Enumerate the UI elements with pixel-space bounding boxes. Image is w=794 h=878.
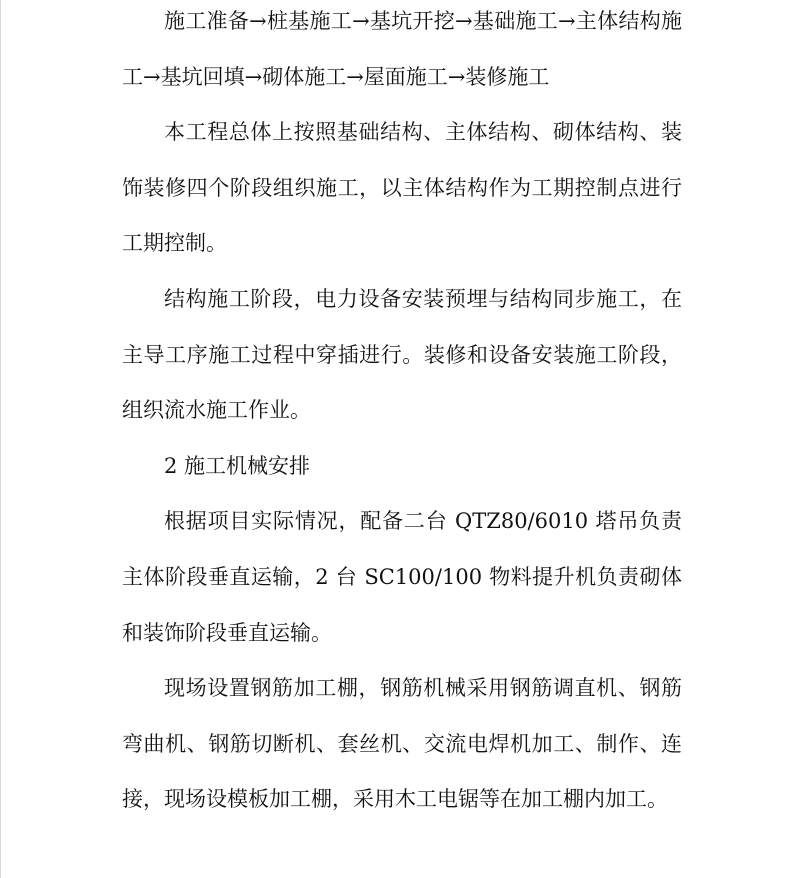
document-body bbox=[122, 0, 682, 828]
page-left-border bbox=[0, 0, 1, 878]
paragraph-construction-sequence: 施工准备→桩基施工→基坑开挖→基础施工→主体结构施工→基坑回填→砌体施工→屋面施工→装修施工 bbox=[122, 9, 682, 89]
section-heading-machinery: 2 施工机械安排 bbox=[164, 453, 311, 478]
paragraph-structure-stage: 结构施工阶段，电力设备安装预埋与结构同步施工，在主导工序施工过程中穿插进行。装修和设备安装施工阶段，组织流水施工作业。 bbox=[122, 286, 682, 423]
paragraph-rebar-workshop: 现场设置钢筋加工棚，钢筋机械采用钢筋调直机、钢筋弯曲机、钢筋切断机、套丝机、交流电焊机加工、制作、连接，现场设模板加工棚，采用木工电锯等在加工棚内加工。 bbox=[122, 676, 682, 812]
paragraph-construction-phases: 本工程总体上按照基础结构、主体结构、砌体结构、装饰装修四个阶段组织施工，以主体结构作为工期控制点进行工期控制。 bbox=[122, 120, 682, 256]
paragraph-tower-cranes: 根据项目实际情况，配备二台 QTZ80/6010 塔吊负责主体阶段垂直运输，2 台 SC100/100 物料提升机负责砌体和装饰阶段垂直运输。 bbox=[122, 509, 682, 645]
